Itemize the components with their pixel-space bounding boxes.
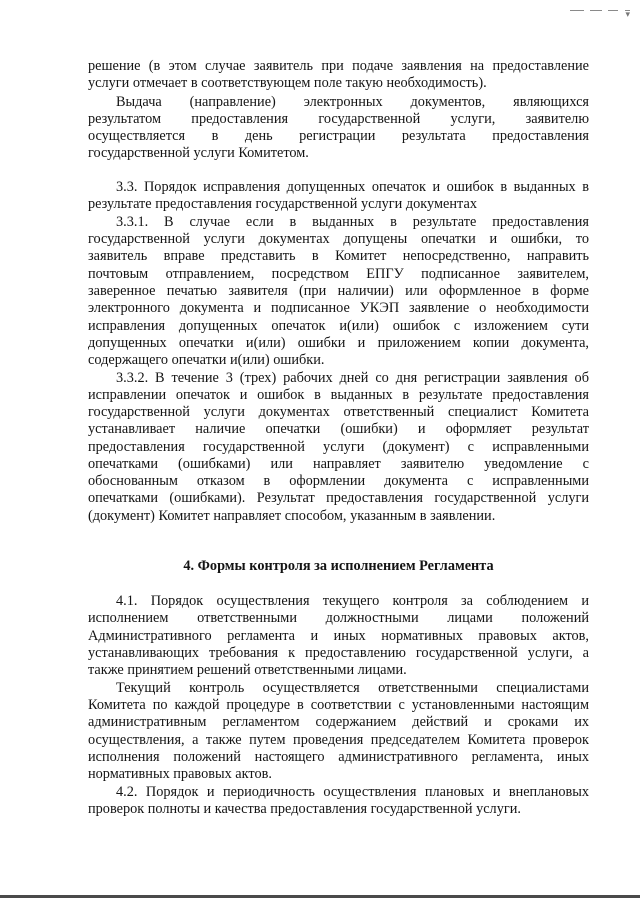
text-line: допущенных опечатки и(или) ошибки и приложением копии документа, xyxy=(88,335,589,351)
text-line: административным регламентом содержанием действий и сроками их xyxy=(88,714,589,730)
scan-bottom-edge xyxy=(0,895,640,898)
text-line: 4.1. Порядок осуществления текущего контроля за соблюдением и xyxy=(116,593,589,609)
text-line: устанавливающих требования к предоставлению государственной услуги, а xyxy=(88,645,589,661)
text-line: исправлении опечаток и ошибок в выданных в результате предоставления xyxy=(88,387,589,403)
text-line: Комитета по каждой процедуре в соответствии с установленными настоящим xyxy=(88,697,589,713)
section-heading-4: 4. Формы контроля за исполнением Регламента xyxy=(183,558,494,574)
text-line: результатом предоставления государственной услуги, заявителю xyxy=(88,111,589,127)
text-line: 4.2. Порядок и периодичность осуществления плановых и внеплановых xyxy=(116,784,589,800)
text-line: предоставления государственной услуги (документ) с исправленными xyxy=(88,439,589,455)
text-line: Выдача (направление) электронных документов, являющихся xyxy=(116,94,589,110)
text-line: (документ) Комитет направляет способом, указанным в заявлении. xyxy=(88,508,496,524)
text-line: услуги отмечает в соответствующем поле такую необходимость). xyxy=(88,75,487,91)
scan-edge-marks: ▾ xyxy=(570,6,630,16)
section-title-3-3: результате предоставления государственной услуги документах xyxy=(88,196,477,212)
text-line: проверок полноты и качества предоставления государственной услуги. xyxy=(88,801,521,817)
text-line: исправления допущенных опечаток и(или) ошибок с изложением сути xyxy=(88,318,589,334)
text-line: обоснованным отказом в оформлении документа с исправленными xyxy=(88,473,589,489)
text-line: устанавливает наличие опечатки (ошибки) и оформляет результат xyxy=(88,421,589,437)
text-line: исполнения положений настоящего административного регламента, иных xyxy=(88,749,589,765)
text-line: электронного документа и подписанное УКЭП заявление о необходимости xyxy=(88,300,589,316)
text-line: Текущий контроль осуществляется ответственными специалистами xyxy=(116,680,589,696)
text-line: содержащего опечатки и(или) ошибки. xyxy=(88,352,325,368)
text-line: заявитель вправе представить в Комитет непосредственно, направить xyxy=(88,248,589,264)
text-line: осуществляется в день регистрации результата предоставления xyxy=(88,128,589,144)
text-line: государственной услуги Комитетом. xyxy=(88,145,309,161)
text-line: 3.3.1. В случае если в выданных в результате предоставления xyxy=(116,214,589,230)
text-line: решение (в этом случае заявитель при подаче заявления на предоставление xyxy=(88,58,589,74)
text-line: исполнением ответственными должностными лицами положений xyxy=(88,610,589,626)
text-line: опечатками (ошибками). Результат предоставления государственной услуги xyxy=(88,490,589,506)
text-line: осуществления, а также путем проведения председателем Комитета проверок xyxy=(88,732,589,748)
text-line: также принятием решений ответственными лицами. xyxy=(88,662,407,678)
text-line: заверенное печатью заявителя (при наличии) или оформленное в форме xyxy=(88,283,589,299)
text-line: государственной услуги документах ответственный специалист Комитета xyxy=(88,404,589,420)
section-title-3-3: 3.3. Порядок исправления допущенных опечаток и ошибок в выданных в xyxy=(116,179,589,195)
text-line: почтовым отправлением, посредством ЕПГУ подписанное заявителем, xyxy=(88,266,589,282)
text-line: опечатками (ошибками) или направляет заявителю уведомление с xyxy=(88,456,589,472)
text-line: государственной услуги документах допущены опечатки и ошибки, то xyxy=(88,231,589,247)
text-line: Административного регламента и иных нормативных правовых актов, xyxy=(88,628,589,644)
text-line: 3.3.2. В течение 3 (трех) рабочих дней со дня регистрации заявления об xyxy=(116,370,589,386)
text-line: нормативных правовых актов. xyxy=(88,766,272,782)
